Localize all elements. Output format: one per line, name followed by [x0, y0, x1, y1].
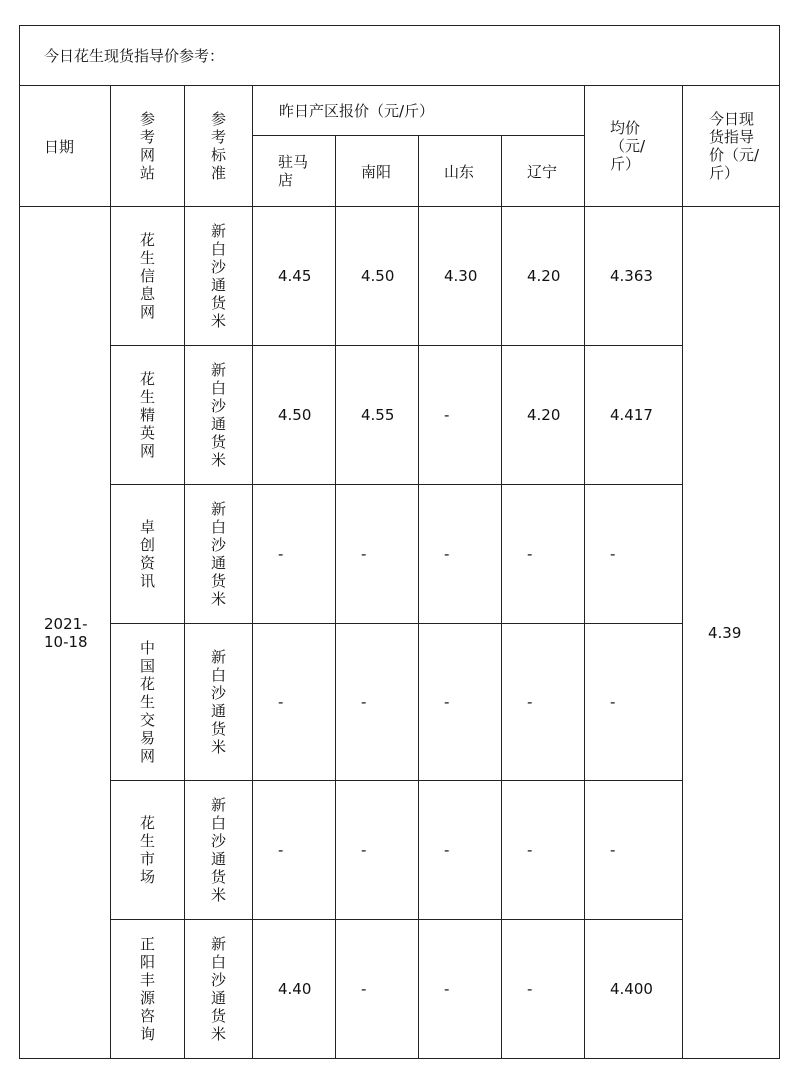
standard-cell: 新白沙通货米 — [210, 222, 226, 330]
today-price-cell: 4.39 — [683, 207, 780, 1059]
region-header: 驻马店 — [278, 153, 309, 189]
site-cell: 花生信息网 — [139, 231, 155, 321]
price-cell: - — [336, 920, 419, 1059]
price-cell: - — [336, 781, 419, 920]
price-cell: - — [419, 485, 502, 624]
price-cell: - — [419, 920, 502, 1059]
price-cell: - — [502, 920, 585, 1059]
table-row — [20, 920, 780, 1059]
region-group-header: 昨日产区报价（元/斤） — [253, 86, 585, 136]
average-cell: 4.363 — [585, 207, 683, 346]
table-caption: 今日花生现货指导价参考： — [20, 26, 780, 86]
date-cell: 2021-10-18 — [44, 614, 88, 651]
price-cell: - — [253, 624, 336, 781]
price-cell: - — [336, 624, 419, 781]
table-row — [20, 781, 780, 920]
today-price-header: 今日现货指导价（元/斤） — [709, 110, 760, 182]
standard-cell: 新白沙通货米 — [210, 935, 226, 1043]
site-cell: 正阳丰源咨询 — [139, 935, 155, 1043]
price-cell: 4.30 — [419, 207, 502, 346]
price-cell: 4.20 — [502, 207, 585, 346]
site-cell: 中国花生交易网 — [139, 639, 155, 765]
price-table — [19, 25, 780, 1059]
price-cell: - — [419, 781, 502, 920]
standard-cell: 新白沙通货米 — [210, 796, 226, 904]
average-cell: 4.417 — [585, 346, 683, 485]
standard-cell: 新白沙通货米 — [210, 648, 226, 756]
site-cell: 花生精英网 — [139, 370, 155, 460]
average-cell: - — [585, 781, 683, 920]
table-row — [20, 485, 780, 624]
price-cell: - — [502, 781, 585, 920]
region-header: 南阳 — [336, 136, 419, 207]
table-row — [20, 346, 780, 485]
price-cell: - — [253, 781, 336, 920]
price-cell: 4.55 — [336, 346, 419, 485]
price-cell: - — [253, 485, 336, 624]
table-row — [20, 207, 780, 346]
price-cell: - — [419, 346, 502, 485]
price-cell: - — [419, 624, 502, 781]
table-row — [20, 624, 780, 781]
price-cell: 4.20 — [502, 346, 585, 485]
site-cell: 花生市场 — [139, 814, 155, 886]
price-cell: 4.45 — [253, 207, 336, 346]
region-header: 山东 — [419, 136, 502, 207]
price-cell: 4.50 — [253, 346, 336, 485]
region-header: 辽宁 — [502, 136, 585, 207]
date-header: 日期 — [20, 86, 111, 207]
price-cell: - — [336, 485, 419, 624]
standard-cell: 新白沙通货米 — [210, 361, 226, 469]
site-cell: 卓创资讯 — [139, 518, 155, 590]
standard-cell: 新白沙通货米 — [210, 500, 226, 608]
average-cell: - — [585, 485, 683, 624]
price-cell: 4.40 — [253, 920, 336, 1059]
standard-header: 参考标准 — [210, 110, 226, 182]
price-cell: 4.50 — [336, 207, 419, 346]
average-header: 均价（元/斤） — [610, 119, 646, 173]
price-cell: - — [502, 624, 585, 781]
price-cell: - — [502, 485, 585, 624]
average-cell: 4.400 — [585, 920, 683, 1059]
average-cell: - — [585, 624, 683, 781]
site-header: 参考网站 — [139, 110, 155, 182]
